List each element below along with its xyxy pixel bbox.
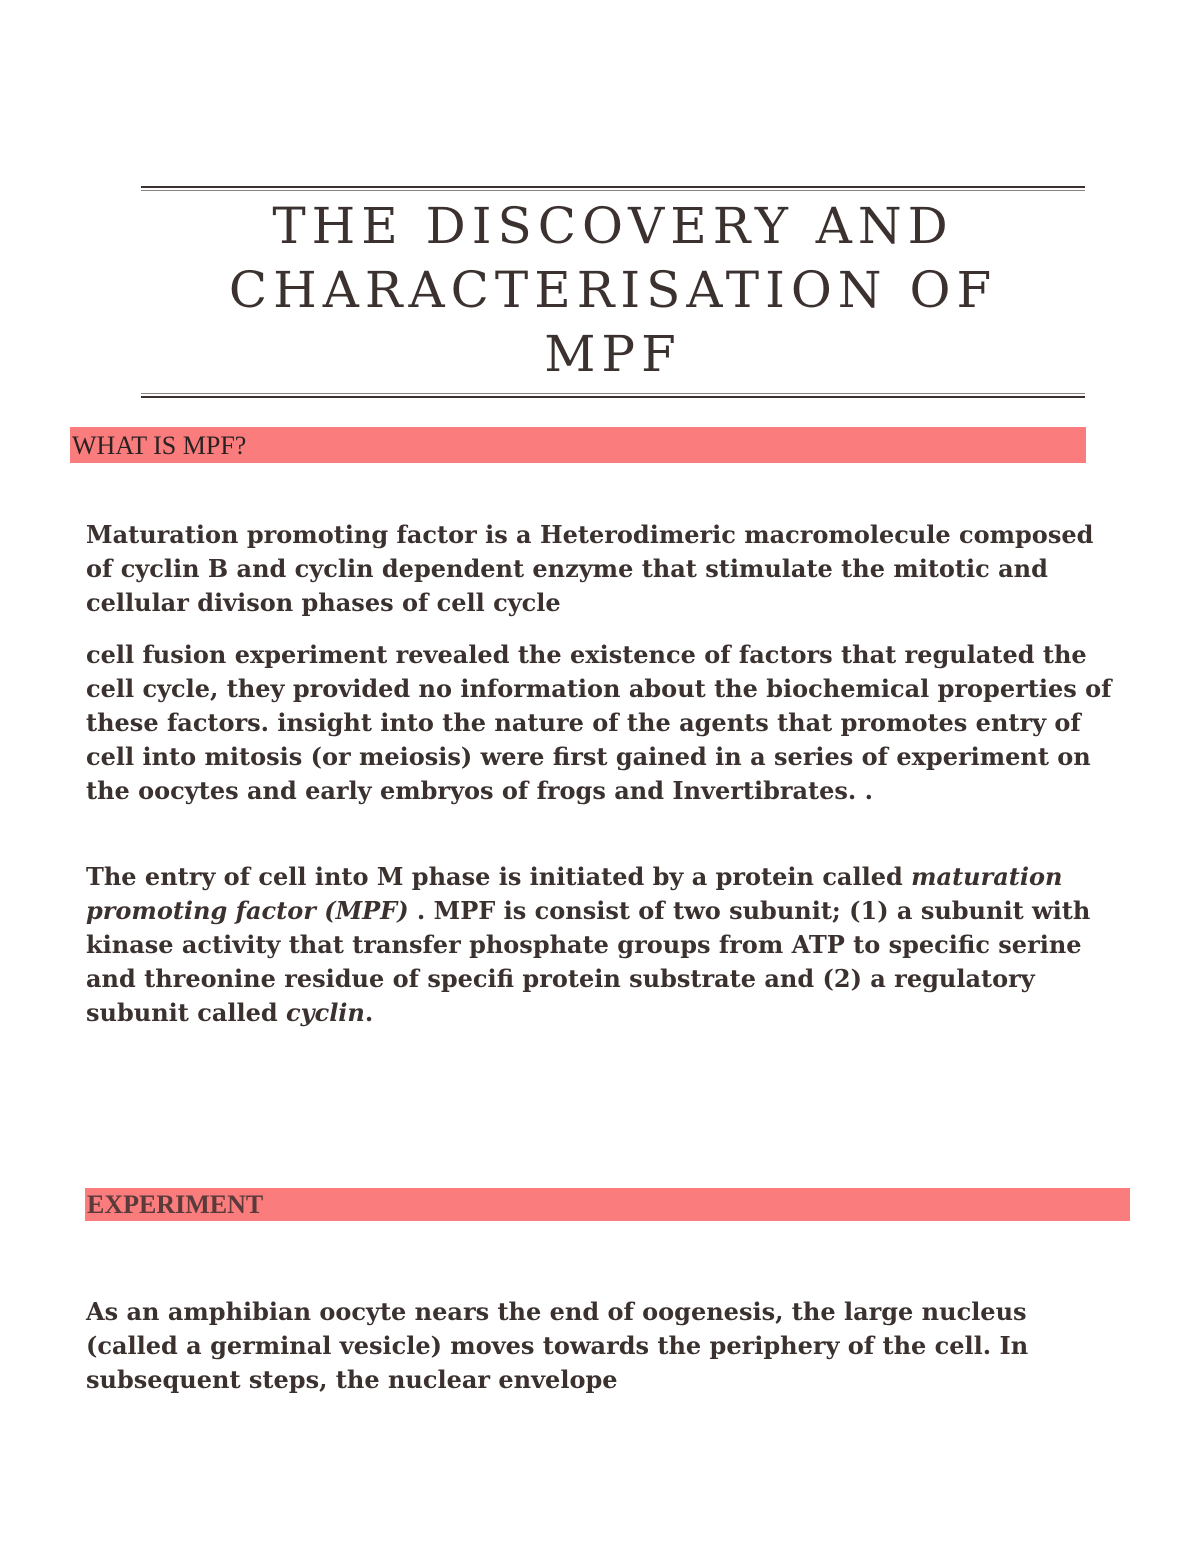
paragraph-text: . MPF is consist of two subunit; (1) a subunit with kinase activity that transfer phosphate groups from ATP to specific serine and threonine residue of specifi protein substrate and (2) a regulatory subunit called (86, 896, 1091, 1027)
paragraph-text: . (364, 998, 374, 1027)
paragraph-text: The entry of cell into M phase is initiated by a protein called (86, 862, 912, 891)
paragraph-experiment-oocyte: As an amphibian oocyte nears the end of oogenesis, the large nucleus (called a germinal vesicle) moves towards the periphery of the cell. In subsequent steps, the nuclear envelope (86, 1297, 1029, 1394)
section-heading-experiment: EXPERIMENT (85, 1188, 1130, 1221)
document-title (141, 194, 1085, 386)
title-line-1: THE DISCOVERY AND (272, 197, 954, 255)
emphasis-cyclin-term: cyclin (286, 998, 365, 1027)
title-top-rule (141, 186, 1085, 191)
title-line-2: CHARACTERISATION OF (228, 261, 998, 319)
paragraph-definition: Maturation promoting factor is a Heterodimeric macromolecule composed of cyclin B and cyclin dependent enzyme that stimulate the mitotic and cellular divison phases of cell cycle (86, 520, 1094, 617)
paragraph-cell-fusion: cell fusion experiment revealed the existence of factors that regulated the cell cycle, they provided no information about the biochemical properties of these factors. insight into the nature of the agents that promotes entry of cell into mitosis (or meiosis) were first gained in a series of experiment on the oocytes and early embryos of frogs and Invertibrates. . (86, 640, 1112, 805)
title-line-3: MPF (544, 325, 682, 383)
emphasis-mpf-term: maturation promoting factor (MPF) (86, 862, 1063, 925)
section-heading-what-is-mpf: WHAT IS MPF? (70, 427, 1086, 463)
paragraph-m-phase-entry (86, 860, 1126, 1030)
title-bottom-rule (141, 393, 1085, 398)
